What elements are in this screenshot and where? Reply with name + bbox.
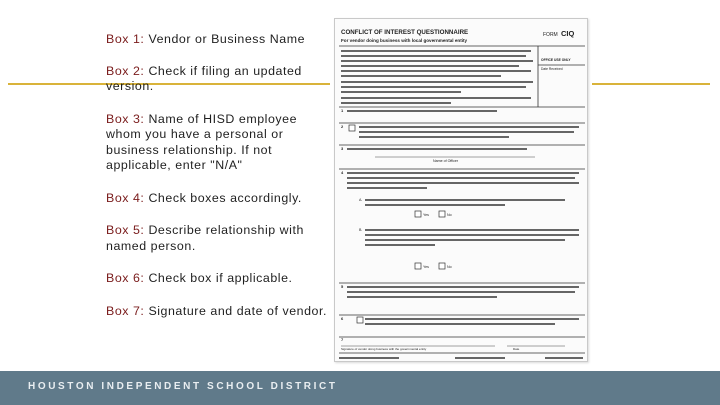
form-fine-print (339, 50, 583, 359)
form-box-number: 2 (341, 124, 344, 129)
form-subtitle: For vendor doing business with local governmental entity (341, 38, 468, 43)
form-box-number: 7 (341, 337, 344, 342)
option-b-no-checkbox (439, 263, 445, 269)
form-box-number: 5 (341, 284, 344, 289)
gift-checkbox (357, 317, 363, 323)
instruction-label: Box 5: (106, 223, 145, 237)
form-box-number: 6 (341, 316, 344, 321)
option-a-label: A. (359, 198, 363, 202)
ciq-form-thumbnail (334, 18, 588, 362)
gold-divider-right (592, 83, 710, 85)
instruction-label: Box 7: (106, 303, 145, 318)
option-b-label: B. (359, 228, 363, 232)
district-name: HOUSTON INDEPENDENT SCHOOL DISTRICT (28, 381, 338, 392)
option-b-yes-checkbox (415, 263, 421, 269)
instruction-text: Name of HISD employee whom you have a personal or business relationship. If not applicable, enter "N/A" (106, 111, 298, 172)
form-box-number: 4 (341, 170, 344, 175)
option-a-yes-label: Yes (423, 213, 429, 217)
option-a-no-label: No (447, 213, 452, 217)
instruction-text: Check if filing an updated version. (106, 63, 302, 93)
instruction-text: Signature and date of vendor. (148, 303, 327, 318)
box-instructions (106, 32, 331, 336)
form-label: FORM (543, 32, 558, 38)
option-a-no-checkbox (439, 211, 445, 217)
instruction-text: Check boxes accordingly. (148, 190, 302, 205)
instruction-text: Vendor or Business Name (148, 32, 306, 46)
instruction-label: Box 4: (106, 190, 145, 205)
instruction-text: Check box if applicable. (148, 271, 293, 285)
instruction-box-2 (106, 64, 331, 95)
instruction-box-4 (106, 191, 331, 207)
instruction-box-1 (106, 32, 331, 48)
form-title: CONFLICT OF INTEREST QUESTIONNAIRE (341, 29, 469, 36)
instruction-box-5 (106, 223, 331, 254)
form-box-number: 1 (341, 108, 344, 113)
option-b-no-label: No (447, 265, 452, 269)
instruction-label: Box 3: (106, 111, 145, 126)
instruction-text: Describe relationship with named person. (106, 223, 304, 253)
name-of-officer-caption: Name of Officer (433, 159, 459, 163)
instruction-label: Box 2: (106, 63, 145, 78)
updated-version-checkbox (349, 125, 355, 131)
date-caption: Date (513, 347, 520, 351)
signature-caption: Signature of vendor doing business with the governmental entity (341, 347, 427, 351)
instruction-label: Box 6: (106, 271, 145, 285)
office-use-label: OFFICE USE ONLY (541, 58, 571, 62)
option-a-yes-checkbox (415, 211, 421, 217)
instruction-label: Box 1: (106, 32, 145, 46)
form-box-number: 3 (341, 146, 344, 151)
date-received-label: Date Received (541, 67, 563, 71)
instruction-box-7 (106, 304, 331, 320)
option-b-yes-label: Yes (423, 265, 429, 269)
form-box-numbers (341, 108, 344, 342)
instruction-box-6 (106, 271, 331, 287)
district-footer-banner (0, 371, 720, 405)
ciq-form-drawing (335, 19, 588, 362)
instruction-box-3 (106, 112, 331, 174)
form-checkboxes (349, 125, 445, 323)
form-fill-lines (341, 157, 565, 346)
form-code: CIQ (561, 29, 575, 38)
